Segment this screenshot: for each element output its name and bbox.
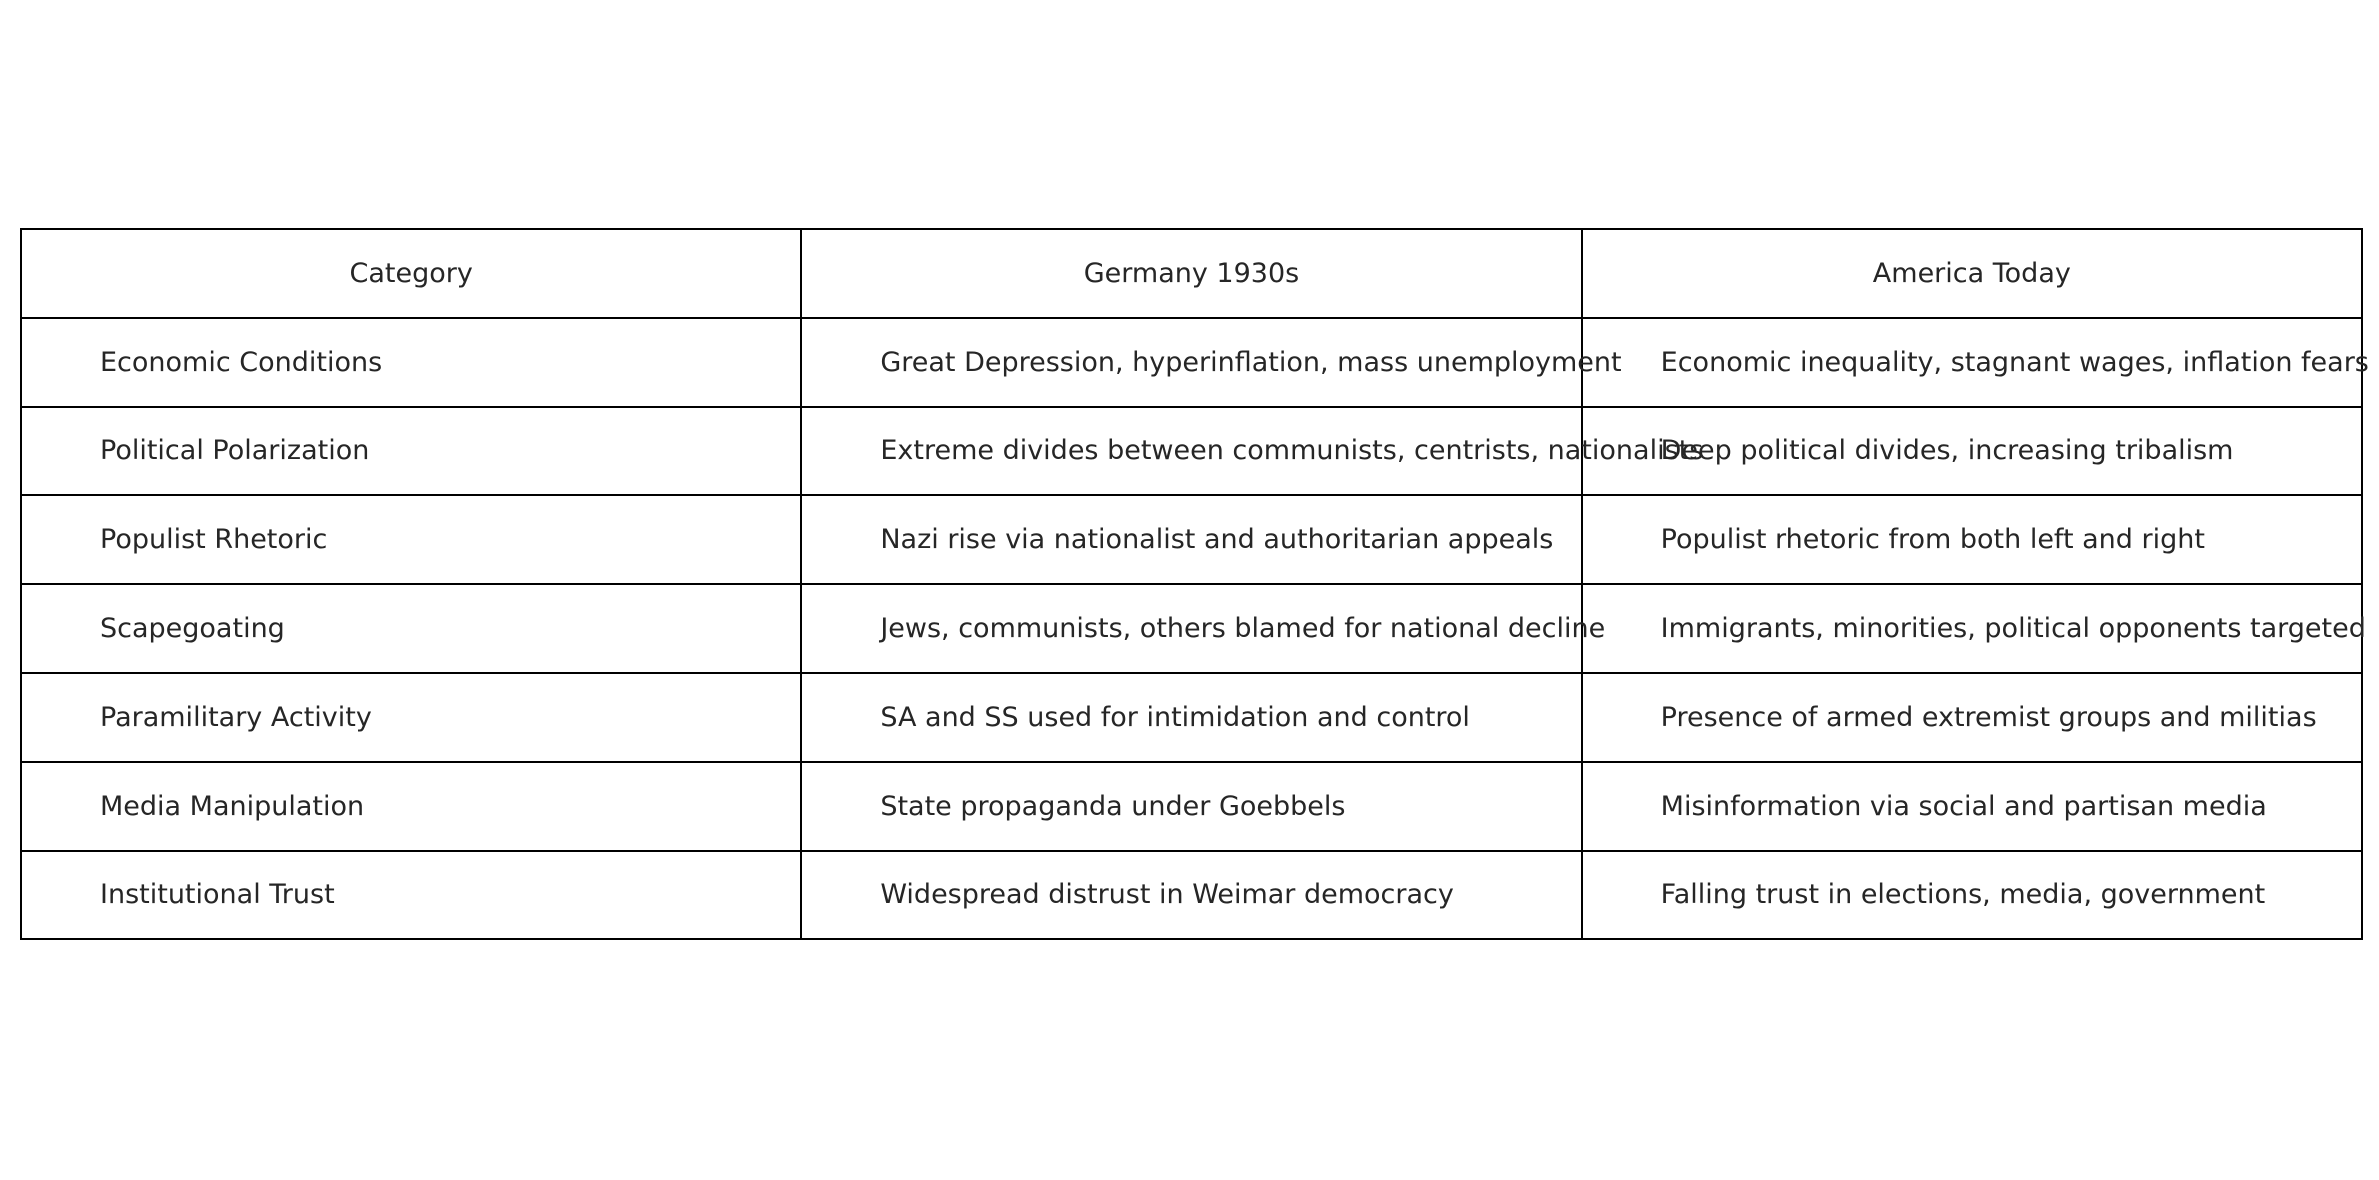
cell-category: Institutional Trust xyxy=(21,851,801,940)
comparison-table-container xyxy=(20,228,2369,940)
cell-america: Presence of armed extremist groups and militias xyxy=(1582,673,2362,762)
cell-germany: Jews, communists, others blamed for national decline xyxy=(801,584,1581,673)
cell-category: Economic Conditions xyxy=(21,318,801,407)
cell-category: Scapegoating xyxy=(21,584,801,673)
cell-germany: SA and SS used for intimidation and control xyxy=(801,673,1581,762)
cell-germany: Nazi rise via nationalist and authoritarian appeals xyxy=(801,495,1581,584)
table-row xyxy=(21,762,2362,851)
table-row xyxy=(21,318,2362,407)
cell-america: Populist rhetoric from both left and right xyxy=(1582,495,2362,584)
cell-america: Deep political divides, increasing tribalism xyxy=(1582,407,2362,496)
cell-germany: Great Depression, hyperinflation, mass unemployment xyxy=(801,318,1581,407)
cell-germany: State propaganda under Goebbels xyxy=(801,762,1581,851)
table-row xyxy=(21,673,2362,762)
cell-america: Economic inequality, stagnant wages, inflation fears xyxy=(1582,318,2362,407)
cell-category: Paramilitary Activity xyxy=(21,673,801,762)
cell-germany: Widespread distrust in Weimar democracy xyxy=(801,851,1581,940)
table-row xyxy=(21,495,2362,584)
table-row xyxy=(21,851,2362,940)
cell-category: Media Manipulation xyxy=(21,762,801,851)
table-header xyxy=(21,229,2362,318)
header-row xyxy=(21,229,2362,318)
comparison-table xyxy=(20,228,2369,940)
table-row xyxy=(21,584,2362,673)
cell-america: Misinformation via social and partisan media xyxy=(1582,762,2362,851)
header-category: Category xyxy=(21,229,801,318)
cell-america: Falling trust in elections, media, government xyxy=(1582,851,2362,940)
table-row xyxy=(21,407,2362,496)
table-body xyxy=(21,318,2369,940)
cell-category: Political Polarization xyxy=(21,407,801,496)
header-germany-1930s: Germany 1930s xyxy=(801,229,1581,318)
header-america-today: America Today xyxy=(1582,229,2362,318)
cell-category: Populist Rhetoric xyxy=(21,495,801,584)
cell-america: Immigrants, minorities, political opponents targeted xyxy=(1582,584,2362,673)
cell-germany: Extreme divides between communists, centrists, nationalists xyxy=(801,407,1581,496)
